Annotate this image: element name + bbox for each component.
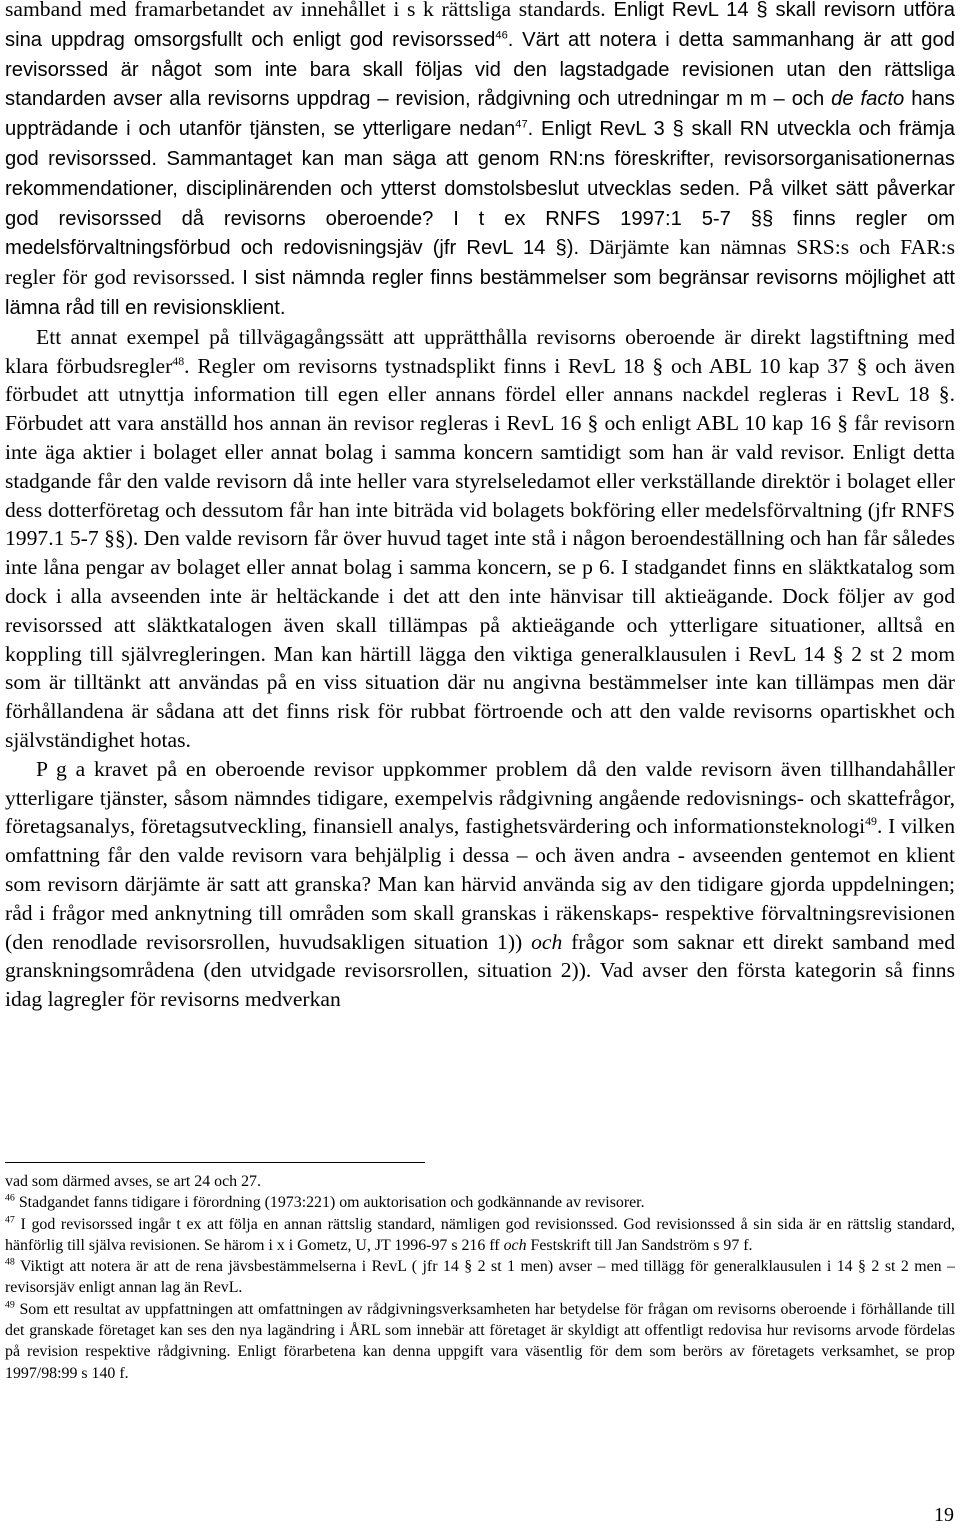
footnote-number: 46 (5, 1193, 15, 1204)
paragraph-1 (5, 0, 955, 323)
footnote-47: $^{47}$ I god revisorssed ingår t ex att följa en annan rättslig standard, nämligen god revisionssed. God revisionssed å sin sida är en rättslig standard, hänförlig till själva revisionen. Se härom i x i Gometz, U, JT 1996-97 s 216 ff och Festskrift till Jan Sandström s 97 f. (5, 1214, 955, 1254)
paragraph-1-sentence-srs: Därjämte kan nämnas SRS:s och FAR:s regler för god revisorssed. (5, 235, 955, 290)
footnotes (5, 1171, 955, 1384)
body-text (5, 0, 955, 1014)
footnote-46: $^{46}$ Stadgandet fanns tidigare i förordning (1973:221) om auktorisation och godkännande av revisorer. (5, 1193, 645, 1212)
footnote-48: $^{48}$ Viktigt att notera är att de rena jävsbestämmelserna i RevL ( jfr 14 § 2 st 1 men) avser – med tillägg för generalklausulen i 14 § 2 st 2 men – revisorsjäv enligt annan lag än RevL. (5, 1256, 955, 1297)
paragraph-3: P g a kravet på en oberoende revisor uppkommer problem då den valde revisorn även tillhandahåller ytterligare tjänster, såsom nämndes tidigare, exempelvis rådgivning angående redovisnings- och skattefrågor, företagsanalys, företagsutveckling, finansiell analys, fastighetsvärdering och informationsteknologi$^{49}$. I vilken omfattning får den valde revisorn vara behjälplig i dessa – och även andra - avseenden gentemot en klient som revisorn därjämte är satt att granska? Man kan härvid använda sig av den tidigare gjorda uppdelningen; råd i frågor med anknytning till områden som skall granskas i räkenskaps- respektive förvaltningsrevisionen (den renodlade revisorsrollen, huvudsakligen situation 1)) och frågor som saknar ett direkt samband med granskningsområdena (den utvidgade revisorsrollen, situation 2)). Vad avser den första kategorin så finns idag lagregler för revisorns medverkan (5, 756, 955, 1012)
paragraph-1-sans-segment: Enligt RevL 14 § skall revisorn utföra sina uppdrag omsorgsfullt och enligt god revisorssed$^{46}$. Värt att notera i detta sammanhang är att god revisorssed är något som inte bara skall följas vid den lagstadgade revisionen utan den rättsliga standarden avser alla revisorns uppdrag – revision, rådgivning och utredningar m m – och de facto hans uppträdande i och utanför tjänsten, se ytterligare nedan$^{47}$. Enligt RevL 3 § skall RN utveckla och främja god revisorssed. Sammantaget kan man säga att genom RN:ns föreskrifter, revisorsorganisationernas rekommendationer, disciplinärenden och ytterst domstolsbeslut utvecklas seden. På vilket sätt påverkar god revisorssed då revisorns oberoende? I t ex RNFS 1997:1 5-7 §§ finns regler om medelsförvaltningsförbud och redovisningsjäv (jfr RevL 14 §). (5, 0, 955, 260)
footnote-number: 48 (5, 1256, 15, 1268)
footnote-49: $^{49}$ Som ett resultat av uppfattningen att omfattningen av rådgivningsverksamheten har betydelse för frågan om revisorns oberoende i förhållande till det granskade företaget kan ses den nya lagändring i ÅRL som innebär att företaget är skyldigt att offentligt redovisa hur revisorns arvode fördelas på revision respektive rådgivning. Enligt förarbetena kan denna uppgift vara väsentlig för dem som berörs av företagets verksamhet, se prop 1997/98:99 s 140 f. (5, 1299, 955, 1382)
paragraph-1-sentence-end: I sist nämnda regler finns bestämmelser som begränsar revisorns möjlighet att lämna råd till en revisionsklient. (5, 267, 955, 319)
footnote-ref-49[interactable]: 49 (865, 814, 877, 829)
footnote-ref-48[interactable]: 48 (172, 353, 185, 368)
footnote-separator (5, 1162, 425, 1163)
footnote-ref-47[interactable]: 47 (515, 118, 528, 131)
page-number: 19 (934, 1504, 954, 1526)
italic-de-facto: de facto (831, 88, 905, 111)
footnote-number: 47 (5, 1214, 15, 1226)
paragraph-1-start: samband med framarbetandet av innehållet i s k rättsliga standards. (5, 0, 606, 21)
footnote-ref-46[interactable]: 46 (495, 29, 508, 42)
italic-och: och (531, 929, 563, 954)
paragraph-2: Ett annat exempel på tillvägagångssätt att upprätthålla revisorns oberoende är direkt lagstiftning med klara förbudsregler$^{48}$. Regler om revisorns tystnadsplikt finns i RevL 18 § och ABL 10 kap 37 § och även förbudet att utnyttja information till egen eller annans fördel eller annans nackdel regleras i RevL 18 §. Förbudet att vara anställd hos annan än revisor regleras i RevL 16 § och enligt ABL 10 kap 16 § får revisorn inte äga aktier i bolaget eller annat bolag i samma koncern samtidigt som han är vald revisor. Enligt detta stadgande får den valde revisorn då inte heller vara styrelseledamot eller verkställande direktör i bolaget eller dess dotterföretag och dessutom får han inte biträda vid bolagets bokföring eller medelsförvaltning (jfr RNFS 1997.1 5-7 §§). Den valde revisorn får över huvud taget inte stå i någon beroendeställning och han får således inte låna pengar av bolaget eller annat bolag i samma koncern, se p 6. I stadgandet finns en släktkatalog som dock i alla avseenden inte är heltäckande i det att den inte hänvisar till aktieägande. Dock följer av god revisorssed att släktkatalogen även skall tillämpas på aktieägande och ytterligare situationer, alltså en koppling till självregleringen. Man kan härtill lägga den viktiga generalklausulen i RevL 14 § 2 st 2 mom som är tilltänkt att användas på en viss situation där nu angivna bestämmelser inte kan tillämpas men där förhållandena är sådana att det finns risk för rubbat förtroende och att den valde revisorns opartiskhet och självständighet hotas. (5, 324, 956, 752)
footnote-number: 49 (5, 1299, 15, 1311)
footnote-continuation: vad som därmed avses, se art 24 och 27. (5, 1173, 261, 1190)
